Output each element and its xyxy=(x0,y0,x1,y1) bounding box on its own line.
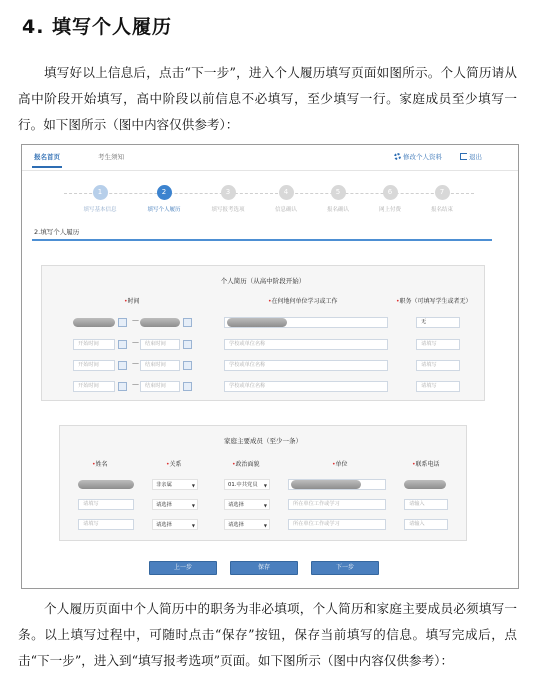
relation-select[interactable]: 非亲属 ▼ xyxy=(152,479,198,490)
step-number: 6 xyxy=(383,185,398,200)
logout-label: 退出 xyxy=(469,153,482,161)
unit-input[interactable] xyxy=(288,479,386,490)
save-button[interactable]: 保存 xyxy=(230,561,298,575)
calendar-icon[interactable] xyxy=(183,382,192,391)
calendar-icon[interactable] xyxy=(118,382,127,391)
logout-link[interactable] xyxy=(460,152,482,161)
step-number: 3 xyxy=(221,185,236,200)
redacted-value xyxy=(78,480,134,489)
place-input[interactable]: 学校或单位名称 xyxy=(224,381,388,392)
col-time: •时间 xyxy=(124,298,140,305)
post-input[interactable]: 请填写 xyxy=(416,360,460,371)
end-time-input[interactable]: 结束时间 xyxy=(140,360,180,371)
outro-paragraph: 个人履历页面中个人简历中的职务为非必填项，个人简历和家庭主要成员必须填写一条。以上填写过程中，可随时点击“保存”按钮，保存当前填写的信息。填写完成后，点击“下一步”，进入到“填写报考选项”页面。如下图所示（图中内容仅供参考）： xyxy=(18,601,517,668)
calendar-icon[interactable] xyxy=(183,318,192,327)
col-name: •姓名 xyxy=(92,461,108,468)
col-phone: •联系电话 xyxy=(412,461,440,468)
range-dash: — xyxy=(132,316,139,324)
calendar-icon[interactable] xyxy=(118,340,127,349)
step-number: 5 xyxy=(331,185,346,200)
unit-input[interactable]: 所在单位工作或学习 xyxy=(288,499,386,510)
name-input[interactable]: 请填写 xyxy=(78,519,134,530)
intro-paragraph: 填写好以上信息后，点击“下一步”，进入个人履历填写页面如图所示。个人简历请从高中阶段开始填写，高中阶段以前信息不必填写，至少填写一行。家庭成员至少填写一行。如下图所示（图中内容仅供参考）： xyxy=(18,65,517,132)
col-relation: •关系 xyxy=(166,461,182,468)
politics-select[interactable]: 01.中共党员 ▼ xyxy=(224,479,270,490)
nav-notice-tab[interactable]: 考生须知 xyxy=(98,153,124,161)
step-6 xyxy=(360,185,420,213)
step-number: 2 xyxy=(157,185,172,200)
redacted-value xyxy=(404,480,446,489)
place-input[interactable] xyxy=(224,317,388,328)
edit-profile-link[interactable] xyxy=(394,152,442,161)
screenshot-figure xyxy=(21,144,519,589)
step-3 xyxy=(198,185,258,213)
place-input[interactable]: 学校或单位名称 xyxy=(224,339,388,350)
col-place: •在何地何单位学习或工作 xyxy=(268,298,338,305)
form-section-title: 2.填写个人履历 xyxy=(34,228,80,236)
start-time-input[interactable]: 开始时间 xyxy=(73,339,115,350)
resume-panel xyxy=(41,265,485,401)
step-label: 填写基本信息 xyxy=(83,207,117,213)
step-label: 填写个人履历 xyxy=(147,207,181,213)
gear-icon xyxy=(394,153,401,160)
start-time-input[interactable]: 开始时间 xyxy=(73,381,115,392)
phone-input[interactable]: 请输入 xyxy=(404,499,448,510)
end-time-input[interactable]: 结束时间 xyxy=(140,339,180,350)
phone-input[interactable]: 请输入 xyxy=(404,519,448,530)
section-heading: 4. 填写个人履历 xyxy=(22,16,173,38)
calendar-icon[interactable] xyxy=(118,361,127,370)
post-input[interactable]: 请填写 xyxy=(416,339,460,350)
step-label: 网上付费 xyxy=(378,207,401,213)
range-dash: — xyxy=(132,359,139,367)
end-time-input[interactable]: 结束时间 xyxy=(140,381,180,392)
calendar-icon[interactable] xyxy=(183,361,192,370)
redacted-value xyxy=(73,318,115,327)
logout-icon xyxy=(460,153,467,160)
prev-button[interactable]: 上一步 xyxy=(149,561,217,575)
step-4 xyxy=(256,185,316,213)
calendar-icon[interactable] xyxy=(183,340,192,349)
family-title: 家庭主要成员（至少一条） xyxy=(224,437,302,445)
step-label: 报名确认 xyxy=(326,207,349,213)
post-input[interactable]: 请填写 xyxy=(416,381,460,392)
col-unit: •单位 xyxy=(332,461,348,468)
step-label: 填写报考选项 xyxy=(211,207,245,213)
step-1 xyxy=(70,185,130,213)
calendar-icon[interactable] xyxy=(118,318,127,327)
relation-select[interactable]: 请选择 ▼ xyxy=(152,499,198,510)
start-time-input[interactable]: 开始时间 xyxy=(73,360,115,371)
range-dash: — xyxy=(132,338,139,346)
unit-input[interactable]: 所在单位工作或学习 xyxy=(288,519,386,530)
politics-select[interactable]: 请选择 ▼ xyxy=(224,519,270,530)
step-7 xyxy=(412,185,472,213)
col-post: •职务（可填写学生或者无） xyxy=(396,298,472,305)
step-number: 7 xyxy=(435,185,450,200)
top-nav xyxy=(22,145,518,171)
redacted-value xyxy=(140,318,180,327)
post-input[interactable]: 无 xyxy=(416,317,460,328)
place-input[interactable]: 学校或单位名称 xyxy=(224,360,388,371)
nav-home-tab[interactable]: 报名首页 xyxy=(34,153,60,161)
step-label: 信息确认 xyxy=(274,207,297,213)
section-divider xyxy=(32,239,492,241)
family-panel xyxy=(59,425,467,541)
relation-select[interactable]: 请选择 ▼ xyxy=(152,519,198,530)
edit-profile-label: 修改个人资料 xyxy=(403,153,442,161)
resume-title: 个人简历（从高中阶段开始） xyxy=(220,277,306,285)
step-number: 4 xyxy=(279,185,294,200)
name-input[interactable]: 请填写 xyxy=(78,499,134,510)
step-label: 报名结束 xyxy=(430,207,453,213)
step-number: 1 xyxy=(93,185,108,200)
step-2 xyxy=(134,185,194,213)
politics-select[interactable]: 请选择 ▼ xyxy=(224,499,270,510)
active-tab-underline xyxy=(32,166,62,168)
next-button[interactable]: 下一步 xyxy=(311,561,379,575)
step-5 xyxy=(308,185,368,213)
col-politics: •政治面貌 xyxy=(232,461,260,468)
range-dash: — xyxy=(132,380,139,388)
